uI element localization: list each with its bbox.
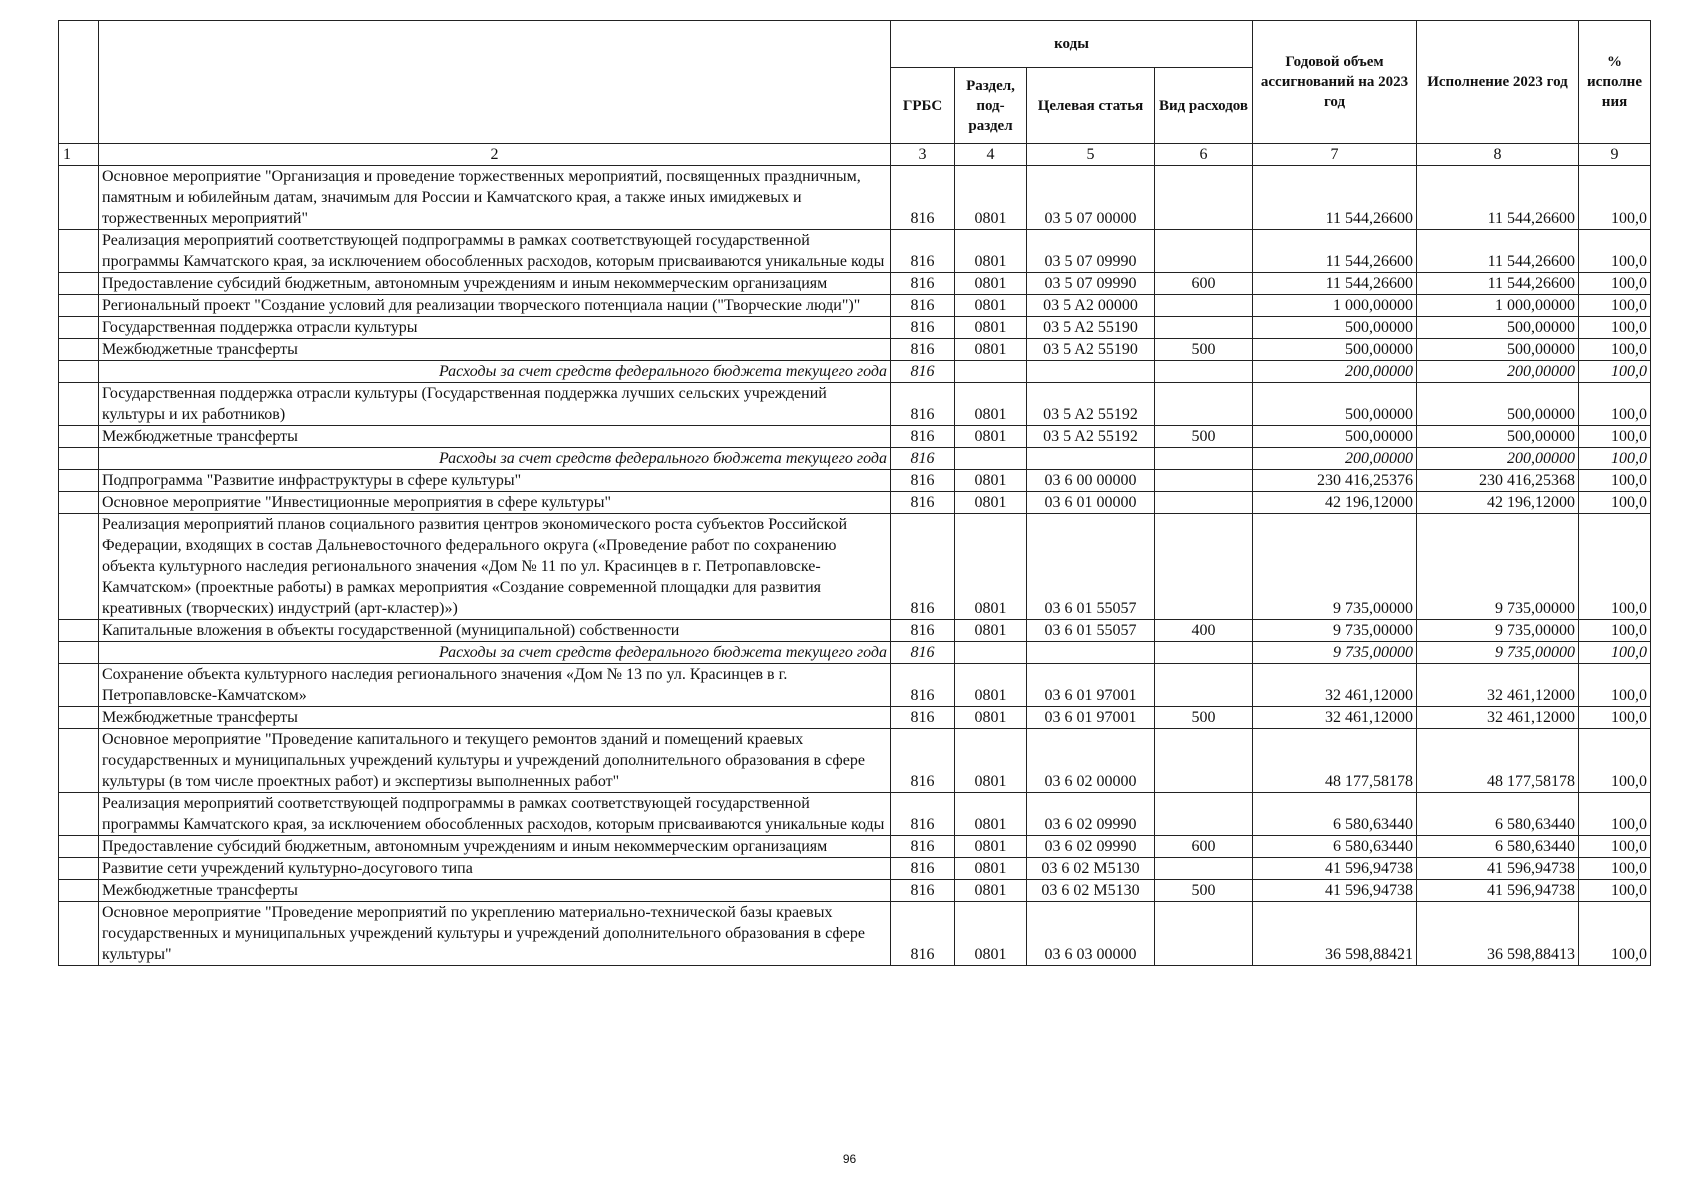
col-num: 8 <box>1417 144 1579 166</box>
row-number <box>59 707 99 729</box>
row-percent: 100,0 <box>1579 230 1651 273</box>
row-annual: 32 461,12000 <box>1253 707 1417 729</box>
row-name: Государственная поддержка отрасли культуры <box>99 317 891 339</box>
row-execution: 500,00000 <box>1417 317 1579 339</box>
header-annual: Годовой объем ассигнований на 2023 год <box>1253 21 1417 144</box>
row-target: 03 6 00 00000 <box>1027 470 1155 492</box>
row-grbs: 816 <box>891 793 955 836</box>
row-target: 03 6 02 09990 <box>1027 793 1155 836</box>
row-percent: 100,0 <box>1579 664 1651 707</box>
row-section: 0801 <box>955 166 1027 230</box>
header-empty-num <box>59 21 99 144</box>
row-exp-type <box>1155 230 1253 273</box>
row-execution: 6 580,63440 <box>1417 793 1579 836</box>
row-section: 0801 <box>955 902 1027 966</box>
row-target: 03 6 02 M5130 <box>1027 880 1155 902</box>
row-exp-type <box>1155 317 1253 339</box>
row-name: Предоставление субсидий бюджетным, автономным учреждениям и иным некоммерческим организациям <box>99 836 891 858</box>
col-num: 4 <box>955 144 1027 166</box>
row-grbs: 816 <box>891 295 955 317</box>
row-target: 03 6 01 97001 <box>1027 707 1155 729</box>
row-percent: 100,0 <box>1579 273 1651 295</box>
row-section: 0801 <box>955 383 1027 426</box>
row-grbs: 816 <box>891 858 955 880</box>
row-grbs: 816 <box>891 317 955 339</box>
row-name: Основное мероприятие "Проведение мероприятий по укреплению материально-технической базы краевых государственных и муниципальных учреждений культуры и учреждений дополнительного образования в сфере культуры" <box>99 902 891 966</box>
row-name: Межбюджетные трансферты <box>99 339 891 361</box>
row-grbs: 816 <box>891 448 955 470</box>
table-row <box>59 729 1651 793</box>
row-exp-type: 500 <box>1155 426 1253 448</box>
row-exp-type <box>1155 793 1253 836</box>
row-name: Расходы за счет средств федерального бюджета текущего года <box>99 361 891 383</box>
row-section: 0801 <box>955 793 1027 836</box>
row-target: 03 5 A2 55190 <box>1027 317 1155 339</box>
row-execution: 200,00000 <box>1417 361 1579 383</box>
table-row <box>59 492 1651 514</box>
row-section: 0801 <box>955 470 1027 492</box>
row-target: 03 6 01 00000 <box>1027 492 1155 514</box>
row-exp-type <box>1155 361 1253 383</box>
row-target: 03 6 01 55057 <box>1027 514 1155 620</box>
row-target <box>1027 642 1155 664</box>
row-grbs: 816 <box>891 361 955 383</box>
row-percent: 100,0 <box>1579 858 1651 880</box>
row-percent: 100,0 <box>1579 361 1651 383</box>
table-row <box>59 166 1651 230</box>
row-annual: 11 544,26600 <box>1253 230 1417 273</box>
row-annual: 42 196,12000 <box>1253 492 1417 514</box>
row-target: 03 5 A2 55192 <box>1027 383 1155 426</box>
col-num: 2 <box>99 144 891 166</box>
row-percent: 100,0 <box>1579 317 1651 339</box>
row-number <box>59 166 99 230</box>
row-execution: 41 596,94738 <box>1417 858 1579 880</box>
row-percent: 100,0 <box>1579 514 1651 620</box>
table-row <box>59 707 1651 729</box>
row-number <box>59 880 99 902</box>
column-numbers-row <box>59 144 1651 166</box>
row-percent: 100,0 <box>1579 729 1651 793</box>
row-annual: 500,00000 <box>1253 426 1417 448</box>
header-exp-type: Вид расходов <box>1155 68 1253 144</box>
table-row <box>59 664 1651 707</box>
row-exp-type: 500 <box>1155 707 1253 729</box>
row-name: Реализация мероприятий планов социального развития центров экономического роста субъектов Российской Федерации, входящих в состав Дальневосточного федерального округа («Проведение работ по сохранению объекта культурного наследия регионального значения «Дом № 11 по ул. Красинцев в г. Петропавловске-Камчатском» (проектные работы) в рамках мероприятия «Создание современной площадки для развития креативных (творческих) индустрий (арт-кластер)») <box>99 514 891 620</box>
row-annual: 500,00000 <box>1253 339 1417 361</box>
row-section <box>955 448 1027 470</box>
row-target: 03 6 01 55057 <box>1027 620 1155 642</box>
row-annual: 11 544,26600 <box>1253 166 1417 230</box>
row-percent: 100,0 <box>1579 470 1651 492</box>
table-row <box>59 470 1651 492</box>
row-percent: 100,0 <box>1579 448 1651 470</box>
row-target: 03 6 01 97001 <box>1027 664 1155 707</box>
row-annual: 41 596,94738 <box>1253 880 1417 902</box>
row-percent: 100,0 <box>1579 707 1651 729</box>
row-number <box>59 492 99 514</box>
row-name: Реализация мероприятий соответствующей подпрограммы в рамках соответствующей государственной программы Камчатского края, за исключением обособленных расходов, которым присваиваются уникальные коды <box>99 793 891 836</box>
table-row <box>59 620 1651 642</box>
federal-budget-subrow <box>59 448 1651 470</box>
row-execution: 48 177,58178 <box>1417 729 1579 793</box>
row-grbs: 816 <box>891 880 955 902</box>
row-number <box>59 317 99 339</box>
row-percent: 100,0 <box>1579 295 1651 317</box>
row-annual: 200,00000 <box>1253 448 1417 470</box>
row-section: 0801 <box>955 317 1027 339</box>
row-grbs: 816 <box>891 383 955 426</box>
table-row <box>59 793 1651 836</box>
row-percent: 100,0 <box>1579 426 1651 448</box>
row-percent: 100,0 <box>1579 902 1651 966</box>
row-name: Межбюджетные трансферты <box>99 426 891 448</box>
row-execution: 200,00000 <box>1417 448 1579 470</box>
row-exp-type <box>1155 902 1253 966</box>
table-row <box>59 317 1651 339</box>
row-number <box>59 295 99 317</box>
row-execution: 1 000,00000 <box>1417 295 1579 317</box>
budget-table <box>58 20 1651 966</box>
row-name: Межбюджетные трансферты <box>99 880 891 902</box>
row-execution: 6 580,63440 <box>1417 836 1579 858</box>
row-number <box>59 273 99 295</box>
row-percent: 100,0 <box>1579 880 1651 902</box>
row-target: 03 6 02 00000 <box>1027 729 1155 793</box>
row-grbs: 816 <box>891 620 955 642</box>
row-section: 0801 <box>955 339 1027 361</box>
table-row <box>59 858 1651 880</box>
row-name: Основное мероприятие "Проведение капитального и текущего ремонтов зданий и помещений краевых государственных и муниципальных учреждений культуры и учреждений дополнительного образования в сфере культуры (в том числе проектных работ) и экспертизы выполненных работ" <box>99 729 891 793</box>
row-annual: 11 544,26600 <box>1253 273 1417 295</box>
row-section: 0801 <box>955 426 1027 448</box>
row-section: 0801 <box>955 273 1027 295</box>
row-target: 03 5 07 09990 <box>1027 230 1155 273</box>
row-annual: 6 580,63440 <box>1253 793 1417 836</box>
row-target: 03 5 07 09990 <box>1027 273 1155 295</box>
row-grbs: 816 <box>891 707 955 729</box>
row-number <box>59 902 99 966</box>
row-annual: 200,00000 <box>1253 361 1417 383</box>
row-exp-type <box>1155 295 1253 317</box>
row-number <box>59 664 99 707</box>
row-target: 03 6 02 M5130 <box>1027 858 1155 880</box>
row-target: 03 6 03 00000 <box>1027 902 1155 966</box>
row-exp-type <box>1155 858 1253 880</box>
row-exp-type: 600 <box>1155 273 1253 295</box>
row-number <box>59 836 99 858</box>
row-target: 03 5 A2 00000 <box>1027 295 1155 317</box>
row-grbs: 816 <box>891 514 955 620</box>
row-section: 0801 <box>955 729 1027 793</box>
federal-budget-subrow <box>59 642 1651 664</box>
row-grbs: 816 <box>891 836 955 858</box>
row-annual: 9 735,00000 <box>1253 642 1417 664</box>
header-execution: Исполнение 2023 год <box>1417 21 1579 144</box>
row-number <box>59 470 99 492</box>
row-execution: 41 596,94738 <box>1417 880 1579 902</box>
row-number <box>59 514 99 620</box>
row-percent: 100,0 <box>1579 793 1651 836</box>
row-exp-type <box>1155 729 1253 793</box>
row-number <box>59 383 99 426</box>
row-name: Реализация мероприятий соответствующей подпрограммы в рамках соответствующей государственной программы Камчатского края, за исключением обособленных расходов, которым присваиваются уникальные коды <box>99 230 891 273</box>
row-grbs: 816 <box>891 729 955 793</box>
row-section: 0801 <box>955 514 1027 620</box>
row-section: 0801 <box>955 707 1027 729</box>
row-grbs: 816 <box>891 426 955 448</box>
col-num: 3 <box>891 144 955 166</box>
row-exp-type: 400 <box>1155 620 1253 642</box>
row-execution: 9 735,00000 <box>1417 514 1579 620</box>
row-section: 0801 <box>955 492 1027 514</box>
row-name: Региональный проект "Создание условий для реализации творческого потенциала нации ("Творческие люди")" <box>99 295 891 317</box>
row-number <box>59 230 99 273</box>
page-number: 96 <box>842 1152 857 1166</box>
row-percent: 100,0 <box>1579 339 1651 361</box>
row-number <box>59 361 99 383</box>
row-name: Расходы за счет средств федерального бюджета текущего года <box>99 448 891 470</box>
row-execution: 9 735,00000 <box>1417 642 1579 664</box>
row-exp-type <box>1155 470 1253 492</box>
row-name: Развитие сети учреждений культурно-досугового типа <box>99 858 891 880</box>
table-row <box>59 836 1651 858</box>
row-number <box>59 793 99 836</box>
row-name: Сохранение объекта культурного наследия регионального значения «Дом № 13 по ул. Красинцев в г. Петропавловске-Камчатском» <box>99 664 891 707</box>
row-name: Межбюджетные трансферты <box>99 707 891 729</box>
table-row <box>59 383 1651 426</box>
row-execution: 42 196,12000 <box>1417 492 1579 514</box>
row-exp-type <box>1155 448 1253 470</box>
row-annual: 9 735,00000 <box>1253 514 1417 620</box>
row-annual: 32 461,12000 <box>1253 664 1417 707</box>
row-exp-type <box>1155 664 1253 707</box>
row-number <box>59 426 99 448</box>
row-percent: 100,0 <box>1579 166 1651 230</box>
row-target: 03 5 A2 55192 <box>1027 426 1155 448</box>
row-percent: 100,0 <box>1579 620 1651 642</box>
row-annual: 230 416,25376 <box>1253 470 1417 492</box>
row-execution: 32 461,12000 <box>1417 707 1579 729</box>
row-annual: 9 735,00000 <box>1253 620 1417 642</box>
row-section: 0801 <box>955 230 1027 273</box>
row-execution: 32 461,12000 <box>1417 664 1579 707</box>
row-section: 0801 <box>955 295 1027 317</box>
row-percent: 100,0 <box>1579 492 1651 514</box>
col-num: 7 <box>1253 144 1417 166</box>
row-grbs: 816 <box>891 230 955 273</box>
row-grbs: 816 <box>891 470 955 492</box>
row-exp-type: 500 <box>1155 339 1253 361</box>
row-grbs: 816 <box>891 902 955 966</box>
row-section: 0801 <box>955 664 1027 707</box>
row-grbs: 816 <box>891 273 955 295</box>
row-number <box>59 339 99 361</box>
row-grbs: 816 <box>891 642 955 664</box>
row-execution: 500,00000 <box>1417 339 1579 361</box>
row-exp-type <box>1155 166 1253 230</box>
row-execution: 11 544,26600 <box>1417 230 1579 273</box>
row-annual: 1 000,00000 <box>1253 295 1417 317</box>
row-section: 0801 <box>955 880 1027 902</box>
header-grbs: ГРБС <box>891 68 955 144</box>
row-grbs: 816 <box>891 492 955 514</box>
row-grbs: 816 <box>891 664 955 707</box>
row-annual: 36 598,88421 <box>1253 902 1417 966</box>
row-section: 0801 <box>955 858 1027 880</box>
row-execution: 9 735,00000 <box>1417 620 1579 642</box>
row-name: Подпрограмма "Развитие инфраструктуры в сфере культуры" <box>99 470 891 492</box>
row-execution: 500,00000 <box>1417 383 1579 426</box>
table-row <box>59 339 1651 361</box>
row-target <box>1027 448 1155 470</box>
row-number <box>59 620 99 642</box>
row-annual: 48 177,58178 <box>1253 729 1417 793</box>
header-codes: коды <box>891 21 1253 68</box>
row-number <box>59 729 99 793</box>
row-target: 03 5 07 00000 <box>1027 166 1155 230</box>
row-exp-type <box>1155 383 1253 426</box>
col-num: 6 <box>1155 144 1253 166</box>
row-section: 0801 <box>955 836 1027 858</box>
row-percent: 100,0 <box>1579 642 1651 664</box>
row-execution: 230 416,25368 <box>1417 470 1579 492</box>
header-empty-name <box>99 21 891 144</box>
row-number <box>59 858 99 880</box>
row-percent: 100,0 <box>1579 836 1651 858</box>
table-row <box>59 514 1651 620</box>
row-target: 03 5 A2 55190 <box>1027 339 1155 361</box>
row-name: Капитальные вложения в объекты государственной (муниципальной) собственности <box>99 620 891 642</box>
row-exp-type <box>1155 642 1253 664</box>
col-num: 9 <box>1579 144 1651 166</box>
header-percent: % исполне ния <box>1579 21 1651 144</box>
row-annual: 6 580,63440 <box>1253 836 1417 858</box>
row-grbs: 816 <box>891 339 955 361</box>
row-section <box>955 642 1027 664</box>
row-section <box>955 361 1027 383</box>
row-name: Предоставление субсидий бюджетным, автономным учреждениям и иным некоммерческим организациям <box>99 273 891 295</box>
row-target <box>1027 361 1155 383</box>
table-row <box>59 426 1651 448</box>
row-execution: 11 544,26600 <box>1417 273 1579 295</box>
header-section: Раздел, под-раздел <box>955 68 1027 144</box>
row-name: Основное мероприятие "Организация и проведение торжественных мероприятий, посвященных праздничным, памятным и юбилейным датам, значимым для России и Камчатского края, а также иных имиджевых и торжественных мероприятий" <box>99 166 891 230</box>
row-annual: 41 596,94738 <box>1253 858 1417 880</box>
row-section: 0801 <box>955 620 1027 642</box>
table-row <box>59 880 1651 902</box>
col-num: 1 <box>59 144 99 166</box>
row-annual: 500,00000 <box>1253 317 1417 339</box>
row-execution: 500,00000 <box>1417 426 1579 448</box>
table-row <box>59 230 1651 273</box>
row-grbs: 816 <box>891 166 955 230</box>
row-target: 03 6 02 09990 <box>1027 836 1155 858</box>
col-num: 5 <box>1027 144 1155 166</box>
row-number <box>59 448 99 470</box>
row-exp-type: 600 <box>1155 836 1253 858</box>
row-execution: 36 598,88413 <box>1417 902 1579 966</box>
table-row <box>59 902 1651 966</box>
row-number <box>59 642 99 664</box>
row-execution: 11 544,26600 <box>1417 166 1579 230</box>
row-exp-type: 500 <box>1155 880 1253 902</box>
header-target: Целевая статья <box>1027 68 1155 144</box>
row-name: Расходы за счет средств федерального бюджета текущего года <box>99 642 891 664</box>
table-row <box>59 295 1651 317</box>
row-exp-type <box>1155 514 1253 620</box>
row-percent: 100,0 <box>1579 383 1651 426</box>
row-name: Основное мероприятие "Инвестиционные мероприятия в сфере культуры" <box>99 492 891 514</box>
federal-budget-subrow <box>59 361 1651 383</box>
table-row <box>59 273 1651 295</box>
row-name: Государственная поддержка отрасли культуры (Государственная поддержка лучших сельских учреждений культуры и их работников) <box>99 383 891 426</box>
row-annual: 500,00000 <box>1253 383 1417 426</box>
row-exp-type <box>1155 492 1253 514</box>
